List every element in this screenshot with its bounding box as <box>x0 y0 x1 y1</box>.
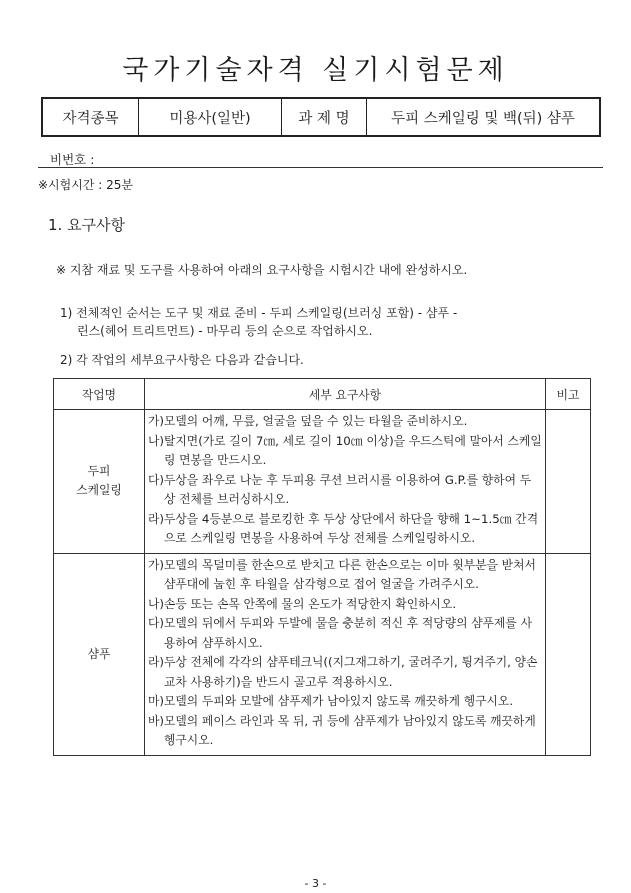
remarks-cell <box>546 410 591 554</box>
requirement-item: 가) 모델의 목덜미를 한손으로 받치고 다른 한손으로는 이마 윗부분을 받쳐서 샴푸대에 눕힌 후 타월을 삼각형으로 접어 얼굴을 가려주시오. <box>148 557 536 591</box>
remarks-cell <box>546 553 591 755</box>
exam-number-divider <box>38 167 603 168</box>
instruction-note: ※ 지참 재료 및 도구를 사용하여 아래의 요구사항을 시험시간 내에 완성하시오. <box>56 263 468 277</box>
detail-intro: 2) 각 작업의 세부요구사항은 다음과 같습니다. <box>60 353 304 367</box>
header-remarks: 비고 <box>546 379 591 410</box>
task-name-line: 스케일링 <box>76 483 122 498</box>
requirement-item: 바) 모델의 페이스 라인과 목 뒤, 귀 등에 샴푸제가 남아있지 않도록 깨끗하게 헹구시오. <box>148 713 536 747</box>
requirement-item: 다) 모델의 뒤에서 두피와 두발에 물을 충분히 적신 후 적당량의 샴푸제를 사용하여 샴푸하시오. <box>148 616 532 650</box>
table-row <box>54 410 591 554</box>
details-cell <box>145 553 546 755</box>
requirement-item: 마) 모델의 두피와 모발에 샴푸제가 남아있지 않도록 깨끗하게 헹구시오. <box>148 694 514 708</box>
field-label: 자격종목 <box>42 98 139 136</box>
order-line-1: 1) 전체적인 순서는 도구 및 재료 준비 - 두피 스케일링(브러싱 포함) - 샴푸 - <box>60 306 458 320</box>
page-number: - 3 - <box>304 877 327 890</box>
requirement-item: 가) 모델의 어깨, 무릎, 얼굴을 덮을 수 있는 타월을 준비하시오. <box>148 414 468 428</box>
task-name-cell <box>54 410 145 554</box>
exam-time: ※시험시간 : 25분 <box>38 178 133 192</box>
field-value: 미용사(일반) <box>139 98 282 136</box>
exam-info-table <box>41 97 601 137</box>
task-label: 과 제 명 <box>282 98 367 136</box>
requirement-item: 라) 두상 전체에 각각의 샴푸테크닉((지그재그하기, 굴려주기, 튕겨주기, 양손 교차 사용하기)을 반드시 골고루 적용하시오. <box>148 655 538 689</box>
task-name-cell <box>54 553 145 755</box>
details-cell <box>145 410 546 554</box>
task-name-line: 샴푸 <box>87 646 111 661</box>
order-line-2: 린스(헤어 트리트먼트) - 마무리 등의 순으로 작업하시오. <box>77 324 373 338</box>
document-title: 국가기술자격 실기시험문제 <box>122 55 509 86</box>
requirement-item: 다) 두상을 좌우로 나눈 후 두피용 쿠션 브러시를 이용하여 G.P.를 향하여 두상 전체를 브러싱하시오. <box>148 472 532 506</box>
task-value: 두피 스케일링 및 백(뒤) 샴푸 <box>367 98 601 136</box>
task-name-line: 두피 <box>87 464 111 479</box>
table-header-row <box>54 379 591 410</box>
section-title: 1. 요구사항 <box>48 216 126 234</box>
table-row <box>54 553 591 755</box>
header-details: 세부 요구사항 <box>145 379 546 410</box>
requirement-item: 라) 두상을 4등분으로 블로킹한 후 두상 상단에서 하단을 향해 1~1.5㎝ 간격으로 스케일링 면봉을 사용하여 두상 전체를 스케일링하시오. <box>148 511 539 545</box>
requirement-item: 나) 손등 또는 손목 안쪽에 물의 온도가 적당한지 확인하시오. <box>148 596 457 611</box>
requirement-item: 나) 탈지면(가로 길이 7㎝, 세로 길이 10㎝ 이상)을 우드스틱에 말아서 스케일링 면봉을 만드시오. <box>148 433 542 467</box>
exam-number-label: 비번호 : <box>50 152 95 167</box>
header-task-name: 작업명 <box>54 379 145 410</box>
requirements-table <box>53 378 591 756</box>
